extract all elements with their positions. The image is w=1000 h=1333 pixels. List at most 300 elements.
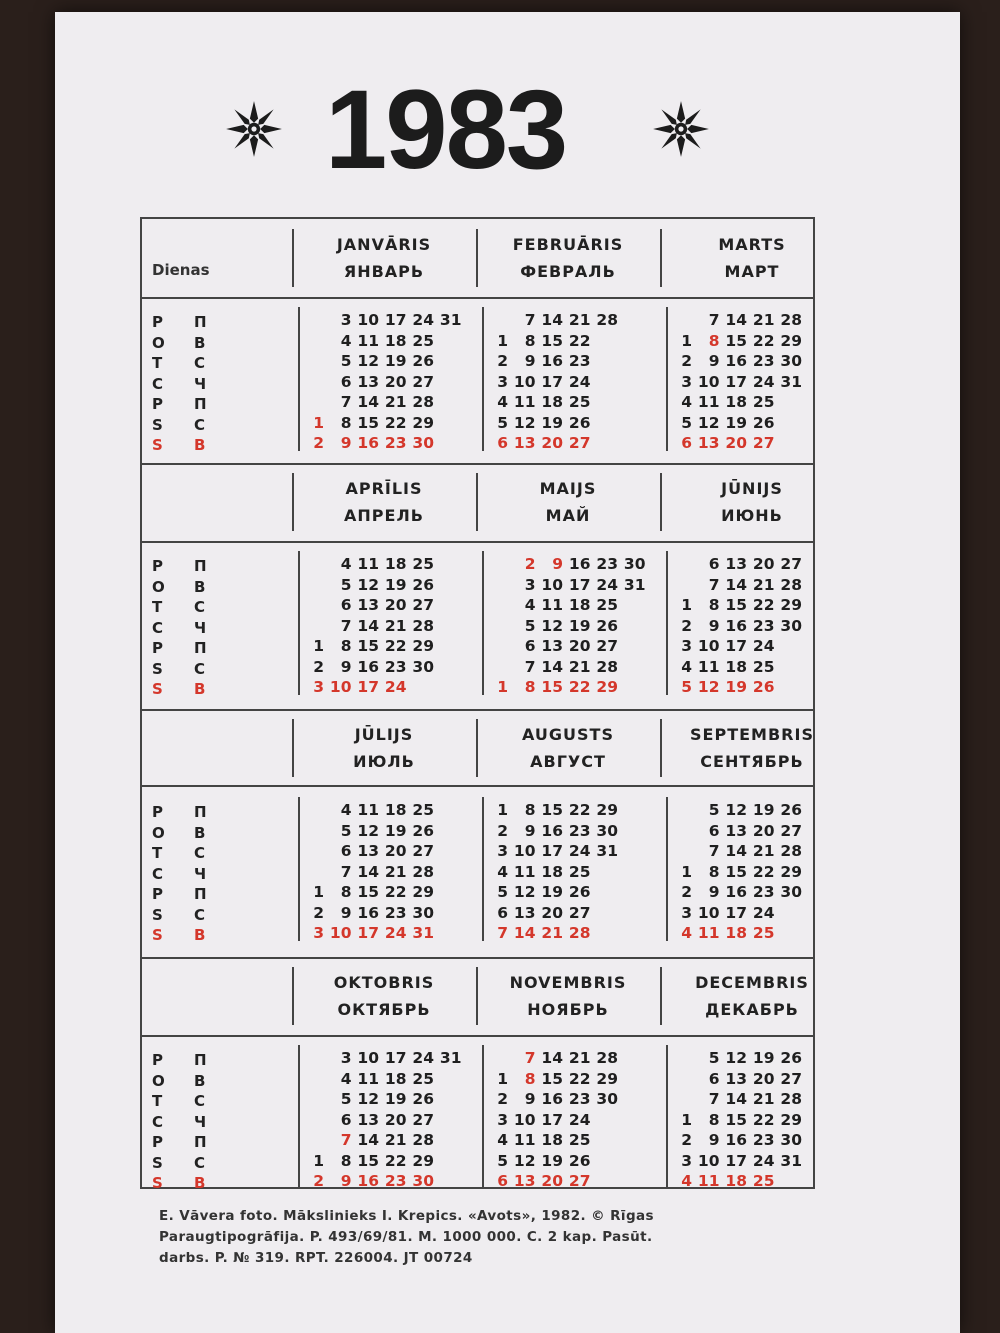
date-cell: 9: [708, 352, 720, 370]
weekday-row: [142, 844, 282, 864]
calendar-card: [55, 12, 960, 1333]
date-cell: 3: [681, 372, 692, 391]
date-cell: 12: [357, 575, 379, 594]
date-cell: 11: [541, 596, 563, 614]
week-row: [668, 1172, 852, 1192]
date-cell: 13: [697, 434, 720, 452]
weekday-row: [142, 334, 282, 354]
week-row: [668, 373, 852, 393]
weekday-ru: П: [194, 803, 207, 821]
date-cell: 17: [541, 372, 563, 391]
date-cell: 2: [681, 616, 692, 635]
date-cell: 4: [497, 862, 508, 881]
date-cell: 20: [384, 842, 407, 860]
date-cell: 7: [340, 862, 352, 881]
weekday-lv: C: [152, 618, 164, 637]
date-cell: 15: [725, 862, 747, 881]
date-cell: 23: [752, 883, 775, 901]
weekday-lv: S: [152, 1174, 163, 1192]
weekday-row: [142, 1072, 282, 1092]
date-cell: 6: [497, 903, 508, 922]
week-row: [484, 924, 668, 944]
weekday-row: [142, 557, 282, 577]
date-cell: 22: [384, 1151, 407, 1170]
date-cell: 10: [697, 1151, 720, 1170]
date-cell: 5: [497, 413, 508, 432]
month-name-ru: ДЕКАБРЬ: [705, 1000, 799, 1019]
date-cell: 31: [439, 311, 462, 329]
date-cell: 16: [357, 434, 379, 452]
date-cell: 9: [524, 1090, 536, 1108]
weekday-ru: С: [194, 844, 206, 862]
date-cell: 18: [568, 596, 591, 614]
week-row: [668, 617, 852, 637]
date-cell: 6: [708, 555, 720, 573]
weekday-lv: C: [152, 1112, 164, 1131]
date-cell: 12: [697, 678, 720, 696]
date-cell: 30: [780, 616, 802, 635]
week-row: [484, 637, 668, 657]
weekday-lv: T: [152, 1092, 163, 1110]
date-cell: 31: [780, 372, 802, 391]
weekday-ru: П: [194, 395, 207, 413]
date-cell: 31: [623, 575, 646, 594]
date-cell: 24: [384, 678, 407, 696]
date-cell: 6: [708, 821, 720, 840]
flower-ornament-icon: [650, 98, 712, 160]
date-cell: 23: [568, 352, 591, 370]
date-cell: 7: [524, 657, 536, 676]
date-cell: 8: [524, 801, 536, 819]
date-cell: 6: [708, 1069, 720, 1088]
week-row: [300, 924, 484, 944]
date-cell: 28: [412, 393, 434, 411]
date-cell: 4: [340, 801, 352, 819]
date-cell: 30: [412, 903, 434, 922]
weekday-ru: В: [194, 436, 206, 454]
date-cell: 20: [541, 434, 563, 452]
month-name-lv: MARTS: [718, 235, 786, 254]
weekday-lv: S: [152, 926, 163, 944]
date-cell: 5: [708, 1049, 720, 1067]
date-cell: 17: [568, 575, 591, 594]
date-cell: 15: [357, 637, 379, 655]
date-cell: 20: [568, 637, 591, 655]
weekday-lv: P: [152, 557, 163, 575]
date-cell: 6: [340, 842, 352, 860]
month-name-lv: JŪNIJS: [721, 479, 783, 498]
date-cell: 25: [412, 1069, 434, 1088]
date-cell: 31: [596, 842, 618, 860]
date-cell: 8: [708, 1110, 720, 1129]
date-cell: 21: [568, 311, 591, 329]
date-cell: 13: [513, 903, 536, 922]
weekday-row: [142, 865, 282, 885]
date-cell: 2: [497, 352, 508, 370]
date-cell: 11: [357, 1069, 379, 1088]
date-cell: 4: [524, 596, 536, 614]
date-cell: 28: [780, 575, 802, 594]
weekday-lv: O: [152, 333, 165, 352]
date-cell: 11: [697, 924, 720, 942]
date-cell: 20: [384, 1110, 407, 1129]
date-cell: 18: [541, 862, 563, 881]
week-row: [484, 596, 668, 616]
date-cell: 14: [541, 1049, 563, 1067]
date-cell: 9: [552, 555, 563, 573]
weekday-row: [142, 395, 282, 415]
weekday-lv: P: [152, 313, 163, 331]
date-cell: 30: [412, 1172, 434, 1190]
date-cell: 17: [541, 1110, 563, 1129]
date-cell: 26: [568, 883, 591, 901]
weekday-lv: S: [152, 659, 163, 678]
date-cell: 10: [541, 575, 563, 594]
date-cell: 7: [708, 575, 720, 594]
date-cell: 8: [340, 1151, 352, 1170]
date-cell: 31: [780, 1151, 802, 1170]
date-cell: 14: [357, 1131, 379, 1149]
week-row: [668, 332, 852, 352]
date-cell: 16: [541, 352, 563, 370]
date-cell: 21: [568, 657, 591, 676]
week-row: [300, 842, 484, 862]
date-cell: 5: [340, 821, 352, 840]
weekday-lv: C: [152, 864, 164, 883]
week-row: [484, 1070, 668, 1090]
week-row: [484, 801, 668, 821]
month-name-ru: ОКТЯБРЬ: [337, 1000, 431, 1019]
date-cell: 11: [697, 657, 720, 676]
grid-line: [142, 709, 813, 711]
date-cell: 7: [524, 1049, 536, 1067]
date-cell: 9: [524, 352, 536, 370]
month-name-ru: МАЙ: [545, 506, 591, 525]
weekday-row: [142, 926, 282, 946]
date-cell: 18: [384, 801, 407, 819]
date-cell: 9: [524, 821, 536, 840]
date-cell: 10: [697, 372, 720, 391]
date-cell: 4: [340, 555, 352, 573]
weekday-ru: П: [194, 313, 207, 331]
date-cell: 15: [357, 1151, 379, 1170]
date-cell: 3: [497, 842, 508, 860]
date-cell: 29: [596, 678, 618, 696]
weekday-row: [142, 313, 282, 333]
week-row: [300, 637, 484, 657]
date-cell: 30: [780, 883, 802, 901]
date-cell: 4: [681, 393, 692, 411]
date-cell: 8: [340, 413, 352, 432]
dienas-label: Dienas: [152, 261, 210, 279]
date-cell: 22: [752, 596, 775, 614]
week-row: [484, 658, 668, 678]
week-row: [484, 617, 668, 637]
date-cell: 15: [541, 331, 563, 350]
date-cell: 19: [752, 1049, 775, 1067]
weekday-row: [142, 1133, 282, 1153]
date-cell: 19: [384, 1090, 407, 1108]
date-cell: 24: [568, 372, 591, 391]
date-cell: 25: [568, 862, 591, 881]
date-cell: 30: [780, 1131, 802, 1149]
date-cell: 18: [725, 657, 747, 676]
date-cell: 16: [357, 1172, 379, 1190]
date-cell: 25: [412, 801, 434, 819]
date-cell: 3: [497, 1110, 508, 1129]
date-cell: 26: [596, 616, 618, 635]
date-cell: 5: [708, 801, 720, 819]
week-row: [668, 1070, 852, 1090]
week-row: [668, 801, 852, 821]
week-row: [484, 1172, 668, 1192]
date-cell: 23: [384, 657, 407, 676]
week-row: [300, 414, 484, 434]
date-cell: 26: [412, 575, 434, 594]
date-cell: 17: [384, 311, 407, 329]
date-cell: 12: [697, 413, 720, 432]
weekday-lv: O: [152, 577, 165, 596]
week-row: [668, 414, 852, 434]
date-cell: 27: [596, 637, 618, 655]
date-cell: 25: [568, 1131, 591, 1149]
date-cell: 4: [681, 924, 692, 942]
month-name-lv: MAIJS: [539, 479, 597, 498]
date-cell: 9: [340, 434, 352, 452]
week-row: [668, 555, 852, 575]
week-row: [300, 1049, 484, 1069]
date-cell: 22: [752, 862, 775, 881]
week-row: [668, 311, 852, 331]
calendar-grid: [140, 217, 815, 1192]
date-cell: 16: [568, 555, 591, 573]
date-cell: 29: [596, 801, 618, 819]
date-cell: 13: [357, 596, 379, 614]
date-cell: 8: [524, 678, 536, 696]
week-row: [300, 617, 484, 637]
date-cell: 10: [513, 372, 536, 391]
week-row: [484, 1049, 668, 1069]
date-cell: 3: [497, 372, 508, 391]
date-cell: 30: [780, 352, 802, 370]
date-cell: 1: [313, 883, 324, 901]
date-cell: 4: [681, 657, 692, 676]
week-row: [668, 1111, 852, 1131]
week-row: [300, 1111, 484, 1131]
date-cell: 26: [412, 352, 434, 370]
grid-line: [142, 957, 813, 959]
week-row: [668, 883, 852, 903]
week-row: [300, 1172, 484, 1192]
weekday-ru: В: [194, 823, 206, 842]
date-cell: 14: [513, 924, 536, 942]
date-cell: 22: [752, 331, 775, 350]
date-cell: 1: [497, 331, 508, 350]
date-cell: 12: [357, 821, 379, 840]
week-row: [300, 576, 484, 596]
date-cell: 19: [384, 575, 407, 594]
month-name-ru: СЕНТЯБРЬ: [700, 752, 804, 771]
weekday-lv: S: [152, 905, 163, 924]
date-cell: 18: [725, 924, 747, 942]
weekday-lv: S: [152, 1153, 163, 1172]
date-cell: 24: [568, 842, 591, 860]
date-cell: 8: [524, 331, 536, 350]
date-cell: 11: [513, 1131, 536, 1149]
date-cell: 6: [497, 1172, 508, 1190]
date-cell: 18: [725, 393, 747, 411]
week-row: [668, 352, 852, 372]
date-cell: 15: [725, 596, 747, 614]
date-cell: 17: [725, 1151, 747, 1170]
date-cell: 16: [725, 352, 747, 370]
date-cell: 21: [384, 393, 407, 411]
date-cell: 21: [384, 616, 407, 635]
month-name-lv: AUGUSTS: [522, 725, 614, 744]
date-cell: 21: [384, 862, 407, 881]
date-cell: 12: [541, 616, 563, 635]
date-cell: 13: [725, 555, 747, 573]
date-cell: 21: [752, 842, 775, 860]
date-cell: 7: [340, 393, 352, 411]
date-cell: 27: [780, 821, 802, 840]
week-row: [300, 434, 484, 454]
weekday-row: [142, 1092, 282, 1112]
weekday-ru: В: [194, 926, 206, 944]
weekday-ru: Ч: [194, 374, 207, 393]
date-cell: 15: [541, 801, 563, 819]
week-row: [300, 863, 484, 883]
date-cell: 19: [384, 821, 407, 840]
date-cell: 27: [412, 596, 434, 614]
date-cell: 14: [725, 575, 747, 594]
week-row: [668, 678, 852, 698]
date-cell: 13: [357, 1110, 379, 1129]
weekday-row: [142, 906, 282, 926]
week-row: [300, 678, 484, 698]
date-cell: 1: [313, 637, 324, 655]
date-cell: 5: [681, 413, 692, 432]
weekday-row: [142, 416, 282, 436]
week-row: [484, 311, 668, 331]
date-cell: 7: [340, 616, 352, 635]
date-cell: 20: [752, 555, 775, 573]
date-cell: 13: [725, 1069, 747, 1088]
date-cell: 18: [384, 1069, 407, 1088]
week-row: [668, 1090, 852, 1110]
weekday-ru: П: [194, 639, 207, 657]
month-name-ru: ИЮНЬ: [721, 506, 783, 525]
weekday-lv: O: [152, 823, 165, 842]
date-cell: 2: [681, 352, 692, 370]
week-row: [484, 1131, 668, 1151]
week-row: [668, 904, 852, 924]
date-cell: 14: [357, 616, 379, 635]
date-cell: 5: [340, 575, 352, 594]
week-row: [668, 658, 852, 678]
date-cell: 18: [384, 555, 407, 573]
date-cell: 6: [340, 596, 352, 614]
date-cell: 7: [708, 1090, 720, 1108]
date-cell: 23: [568, 821, 591, 840]
date-cell: 30: [596, 1090, 618, 1108]
date-cell: 23: [752, 616, 775, 635]
date-cell: 7: [497, 924, 508, 942]
week-row: [484, 555, 668, 575]
date-cell: 9: [340, 1172, 352, 1190]
date-cell: 4: [497, 393, 508, 411]
date-cell: 2: [524, 555, 536, 573]
date-cell: 7: [708, 842, 720, 860]
date-cell: 2: [497, 821, 508, 840]
date-cell: 26: [412, 821, 434, 840]
week-row: [484, 393, 668, 413]
date-cell: 3: [681, 903, 692, 922]
imprint: [159, 1206, 859, 1269]
date-cell: 23: [384, 903, 407, 922]
date-cell: 14: [357, 393, 379, 411]
date-cell: 3: [313, 678, 324, 696]
week-row: [300, 1152, 484, 1172]
date-cell: 12: [357, 352, 379, 370]
week-row: [300, 904, 484, 924]
week-row: [484, 678, 668, 698]
date-cell: 22: [568, 1069, 591, 1088]
date-cell: 16: [357, 903, 379, 922]
date-cell: 6: [524, 637, 536, 655]
date-cell: 29: [412, 1151, 434, 1170]
weekday-lv: T: [152, 354, 163, 372]
date-cell: 15: [541, 678, 563, 696]
weekday-ru: П: [194, 885, 207, 903]
date-cell: 27: [412, 372, 434, 391]
date-cell: 14: [357, 862, 379, 881]
week-row: [484, 842, 668, 862]
date-cell: 13: [357, 372, 379, 391]
date-cell: 29: [596, 1069, 618, 1088]
date-cell: 28: [780, 842, 802, 860]
date-cell: 6: [497, 434, 508, 452]
weekday-lv: S: [152, 680, 163, 698]
week-row: [484, 904, 668, 924]
imprint-line: E. Vāvera foto. Mākslinieks I. Krepics. «Avots», 1982. © Rīgas: [159, 1208, 654, 1224]
date-cell: 26: [752, 413, 775, 432]
weekday-ru: П: [194, 1133, 207, 1151]
weekday-ru: С: [194, 598, 206, 616]
date-cell: 29: [780, 862, 802, 881]
weekday-lv: T: [152, 844, 163, 862]
date-cell: 15: [725, 331, 747, 350]
date-cell: 3: [313, 924, 324, 942]
date-cell: 26: [568, 413, 591, 432]
date-cell: 16: [725, 616, 747, 635]
date-cell: 8: [340, 883, 352, 901]
date-cell: 13: [513, 1172, 536, 1190]
weekday-row: [142, 1051, 282, 1071]
weekday-row: [142, 885, 282, 905]
month-name-ru: НОЯБРЬ: [527, 1000, 609, 1019]
date-cell: 5: [497, 883, 508, 901]
weekday-lv: P: [152, 885, 163, 903]
date-cell: 13: [725, 821, 747, 840]
week-row: [668, 1131, 852, 1151]
date-cell: 1: [497, 801, 508, 819]
date-cell: 6: [340, 372, 352, 391]
date-cell: 9: [340, 657, 352, 676]
weekday-row: [142, 1154, 282, 1174]
week-row: [668, 393, 852, 413]
month-name-lv: NOVEMBRIS: [509, 973, 627, 992]
